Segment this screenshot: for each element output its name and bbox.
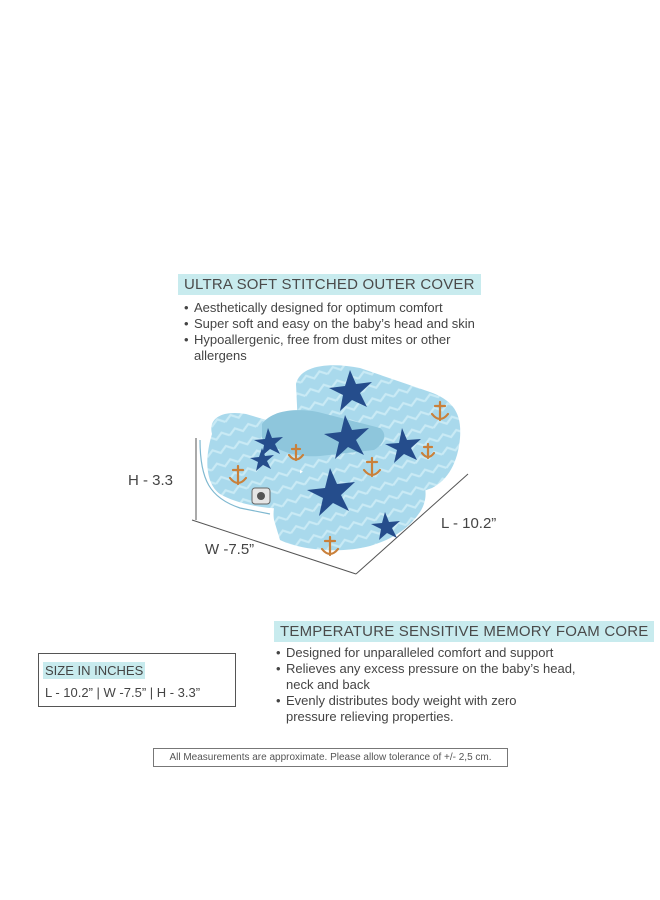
list-item: • Aesthetically designed for optimum comfort xyxy=(184,300,484,316)
core-bullet-list xyxy=(276,645,596,725)
cover-heading: ULTRA SOFT STITCHED OUTER COVER xyxy=(178,274,481,295)
list-item: • Hypoallergenic, free from dust mites or other allergens xyxy=(184,332,474,364)
core-heading: TEMPERATURE SENSITIVE MEMORY FOAM CORE xyxy=(274,621,654,642)
width-label: W -7.5” xyxy=(205,541,255,558)
size-box-values: L - 10.2” | W -7.5” | H - 3.3” xyxy=(45,685,201,700)
list-item: • Super soft and easy on the baby’s head and skin xyxy=(184,316,484,332)
list-item: • Designed for unparalleled comfort and support xyxy=(276,645,596,661)
height-label: H - 3.3 xyxy=(128,472,174,489)
list-item: • Evenly distributes body weight with zero pressure relieving properties. xyxy=(276,693,546,725)
list-item: • Relieves any excess pressure on the baby’s head, neck and back xyxy=(276,661,586,693)
pillow-button xyxy=(252,488,270,504)
pillow-body xyxy=(200,365,460,550)
measurement-note: All Measurements are approximate. Please allow tolerance of +/- 2,5 cm. xyxy=(153,748,508,767)
size-box xyxy=(38,653,236,707)
size-box-title: SIZE IN INCHES xyxy=(45,663,144,678)
length-label: L - 10.2” xyxy=(441,515,497,532)
